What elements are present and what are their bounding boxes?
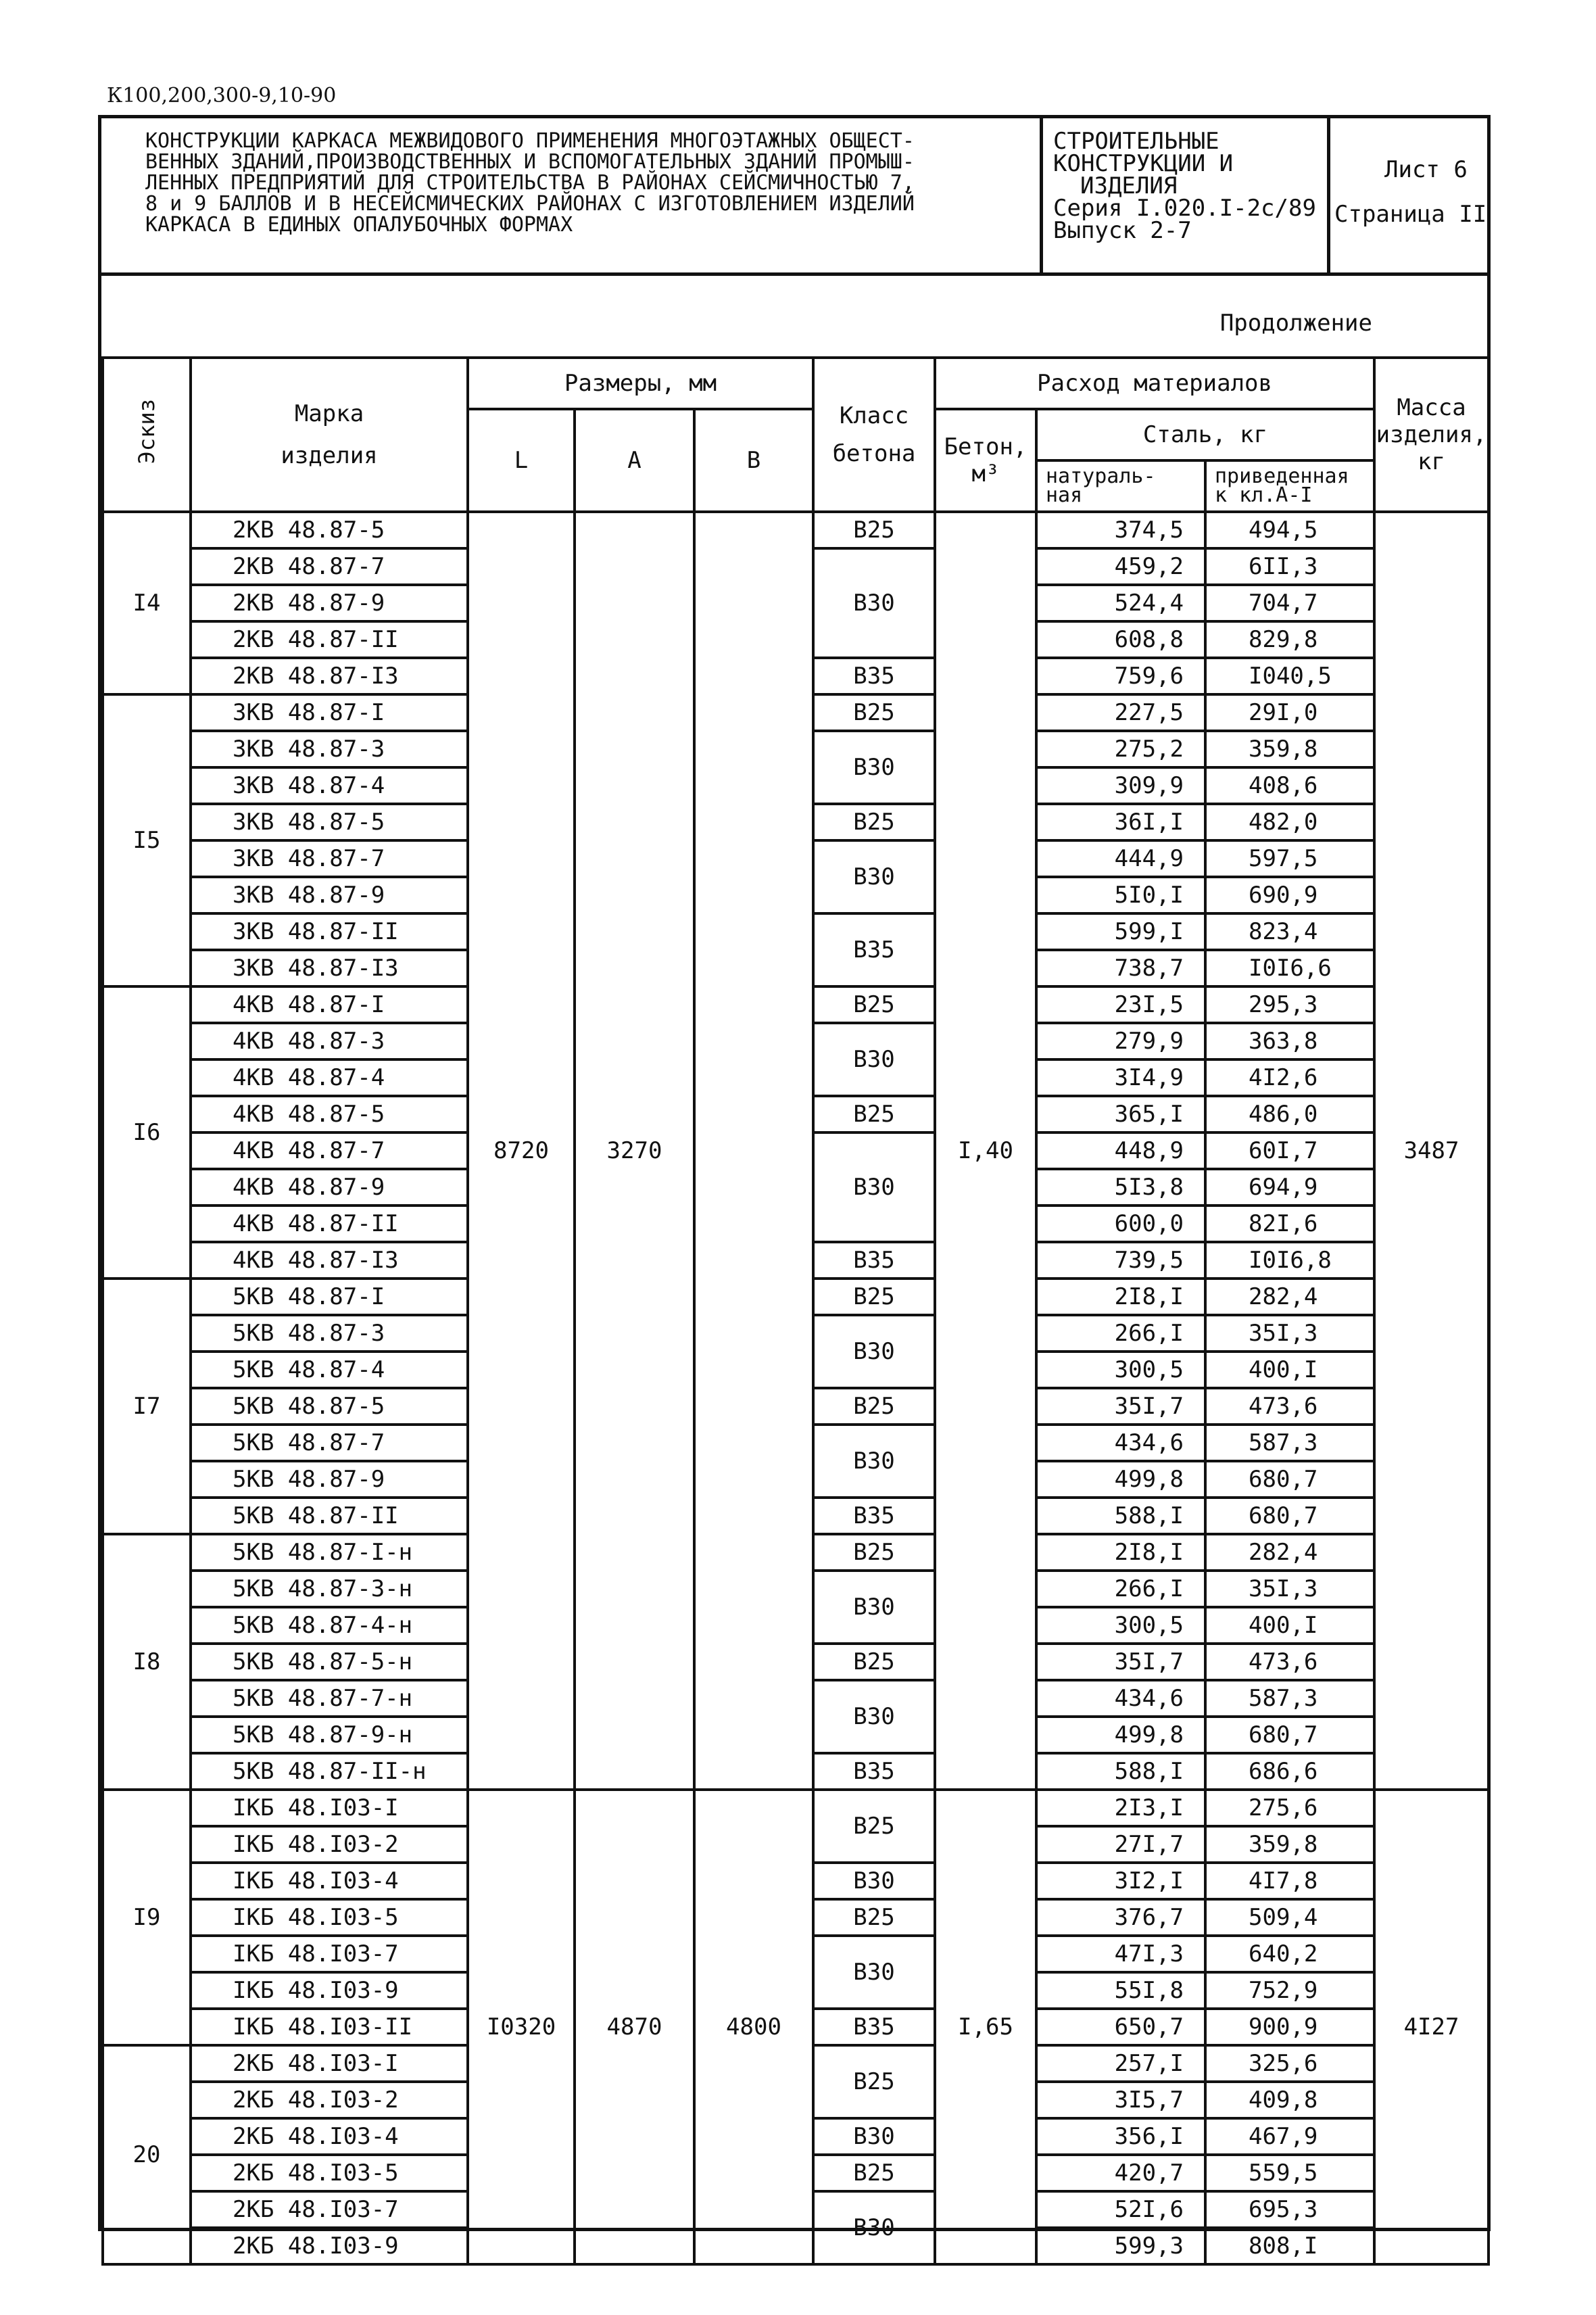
product-mark: 5КВ 48.87-II [191, 1498, 468, 1534]
steel-natural: 608,8 [1036, 621, 1205, 658]
steel-reduced: I0I6,6 [1205, 950, 1374, 986]
product-mark: 4КВ 48.87-4 [191, 1059, 468, 1096]
steel-natural: 279,9 [1036, 1023, 1205, 1059]
steel-natural: 739,5 [1036, 1242, 1205, 1279]
steel-reduced: 4I7,8 [1205, 1863, 1374, 1899]
concrete-class: В35 [813, 1753, 935, 1790]
steel-reduced: 400,I [1205, 1607, 1374, 1644]
steel-reduced: 486,0 [1205, 1096, 1374, 1132]
size-b [694, 512, 813, 1790]
product-mark: 2КВ 48.87-I3 [191, 658, 468, 694]
product-mark: 4КВ 48.87-9 [191, 1169, 468, 1206]
product-mark: 5КВ 48.87-5-н [191, 1644, 468, 1680]
product-mark: 5КВ 48.87-II-н [191, 1753, 468, 1790]
mass-header: Масса изделия, кг [1374, 358, 1489, 512]
continuation-label: Продолжение [1219, 310, 1372, 337]
steel-reduced: 467,9 [1205, 2118, 1374, 2155]
steel-reduced: 408,6 [1205, 767, 1374, 804]
steel-natural: 600,0 [1036, 1206, 1205, 1242]
title-line: 8 и 9 БАЛЛОВ И В НЕСЕЙСМИЧЕСКИХ РАЙОНАХ С ИЗГОТОВЛЕНИЕМ ИЗДЕЛИЙ [145, 192, 915, 216]
series-code: Серия I.020.I-2с/89 [1053, 195, 1316, 222]
product-mark: 2КВ 48.87-9 [191, 585, 468, 621]
product-mark: 5КВ 48.87-3-н [191, 1571, 468, 1607]
sheet-number: Лист 6 [1384, 156, 1468, 183]
size-l: I0320 [468, 1790, 575, 2264]
series-block [1043, 118, 1330, 272]
product-mark: 2КВ 48.87-II [191, 621, 468, 658]
title-line: КОНСТРУКЦИИ КАРКАСА МЕЖВИДОВОГО ПРИМЕНЕНИЯ МНОГОЭТАЖНЫХ ОБЩЕСТ- [145, 129, 915, 153]
steel-natural: 55I,8 [1036, 1972, 1205, 2009]
concrete-class: В25 [813, 1096, 935, 1132]
steel-reduced-header: приведенная к кл.А-I [1205, 460, 1374, 512]
steel-reduced: 559,5 [1205, 2155, 1374, 2191]
concrete-class: В25 [813, 986, 935, 1023]
product-mark: 5КВ 48.87-7 [191, 1425, 468, 1461]
steel-natural: 2I3,I [1036, 1790, 1205, 1826]
steel-natural: 300,5 [1036, 1352, 1205, 1388]
steel-natural: 599,3 [1036, 2228, 1205, 2264]
steel-natural: 650,7 [1036, 2009, 1205, 2045]
issue-number: Выпуск 2-7 [1053, 217, 1192, 244]
product-mark: 5КВ 48.87-3 [191, 1315, 468, 1352]
product-mark: IКБ 48.I03-7 [191, 1936, 468, 1972]
concrete-class: В30 [813, 1315, 935, 1388]
steel-natural: 2I8,I [1036, 1534, 1205, 1571]
product-mark: 3КВ 48.87-II [191, 913, 468, 950]
sheet-block [1330, 118, 1487, 272]
steel-reduced: 587,3 [1205, 1425, 1374, 1461]
sketch-number: I8 [103, 1534, 191, 1790]
concrete-class: В30 [813, 1571, 935, 1644]
product-mark: 2КБ 48.I03-7 [191, 2191, 468, 2228]
sketch-number: I6 [103, 986, 191, 1279]
product-mark: 3КВ 48.87-3 [191, 731, 468, 767]
concrete-class: В25 [813, 1644, 935, 1680]
steel-natural: 36I,I [1036, 804, 1205, 840]
steel-reduced: 282,4 [1205, 1279, 1374, 1315]
concrete-class-header: Класс бетона [813, 358, 935, 512]
sketch-header: Эскиз [103, 358, 191, 512]
sketch-number: I7 [103, 1279, 191, 1534]
steel-natural: 499,8 [1036, 1461, 1205, 1498]
steel-natural: 266,I [1036, 1571, 1205, 1607]
steel-reduced: 359,8 [1205, 731, 1374, 767]
steel-reduced: 82I,6 [1205, 1206, 1374, 1242]
steel-reduced: 295,3 [1205, 986, 1374, 1023]
steel-natural: 275,2 [1036, 731, 1205, 767]
sketch-number: I9 [103, 1790, 191, 2045]
product-mass: 4I27 [1374, 1790, 1489, 2264]
category-line: ИЗДЕЛИЯ [1080, 172, 1178, 199]
product-mark: 2КБ 48.I03-4 [191, 2118, 468, 2155]
steel-natural: 3I2,I [1036, 1863, 1205, 1899]
concrete-class: В25 [813, 1279, 935, 1315]
category-line: СТРОИТЕЛЬНЫЕ [1053, 128, 1219, 155]
concrete-class: В35 [813, 2009, 935, 2045]
concrete-class: В30 [813, 1863, 935, 1899]
product-mark: 4КВ 48.87-I [191, 986, 468, 1023]
size-b: 4800 [694, 1790, 813, 2264]
sketch-number: 20 [103, 2045, 191, 2264]
steel-natural: 524,4 [1036, 585, 1205, 621]
steel-natural: 35I,7 [1036, 1388, 1205, 1425]
concrete-class: В30 [813, 2118, 935, 2155]
sketch-number: I5 [103, 694, 191, 986]
steel-reduced: 363,8 [1205, 1023, 1374, 1059]
sketch-number: I4 [103, 512, 191, 694]
steel-reduced: 900,9 [1205, 2009, 1374, 2045]
steel-natural: 448,9 [1036, 1132, 1205, 1169]
steel-reduced: 829,8 [1205, 621, 1374, 658]
product-mark: IКБ 48.I03-9 [191, 1972, 468, 2009]
product-mark: 4КВ 48.87-3 [191, 1023, 468, 1059]
steel-natural: 35I,7 [1036, 1644, 1205, 1680]
size-l: 8720 [468, 512, 575, 1790]
steel-reduced: 587,3 [1205, 1680, 1374, 1717]
product-mark: 4КВ 48.87-I3 [191, 1242, 468, 1279]
steel-reduced: 494,5 [1205, 512, 1374, 548]
product-mass: 3487 [1374, 512, 1489, 1790]
size-a: 3270 [575, 512, 694, 1790]
steel-natural: 5I3,8 [1036, 1169, 1205, 1206]
concrete-class: В30 [813, 1425, 935, 1498]
steel-natural: 227,5 [1036, 694, 1205, 731]
steel-natural: 420,7 [1036, 2155, 1205, 2191]
steel-natural: 309,9 [1036, 767, 1205, 804]
steel-reduced: 680,7 [1205, 1461, 1374, 1498]
steel-reduced: 409,8 [1205, 2082, 1374, 2118]
steel-reduced: 473,6 [1205, 1644, 1374, 1680]
steel-natural: 444,9 [1036, 840, 1205, 877]
product-mark: 4КВ 48.87-II [191, 1206, 468, 1242]
steel-natural: 27I,7 [1036, 1826, 1205, 1863]
title-line: ВЕННЫХ ЗДАНИЙ,ПРОИЗВОДСТВЕННЫХ И ВСПОМОГАТЕЛЬНЫХ ЗДАНИЙ ПРОМЫШ- [145, 150, 915, 174]
steel-reduced: 473,6 [1205, 1388, 1374, 1425]
a-header: A [575, 409, 694, 512]
product-mark: 2КБ 48.I03-9 [191, 2228, 468, 2264]
concrete-class: В30 [813, 1936, 935, 2009]
steel-natural: 434,6 [1036, 1425, 1205, 1461]
concrete-class: В30 [813, 731, 935, 804]
product-mark: 2КВ 48.87-7 [191, 548, 468, 585]
concrete-class: В35 [813, 913, 935, 986]
concrete-class: В30 [813, 1680, 935, 1753]
product-mark: 3КВ 48.87-9 [191, 877, 468, 913]
product-mark: 5КВ 48.87-7-н [191, 1680, 468, 1717]
steel-reduced: 60I,7 [1205, 1132, 1374, 1169]
product-mark: IКБ 48.I03-5 [191, 1899, 468, 1936]
concrete-class: В35 [813, 658, 935, 694]
concrete-class: В25 [813, 694, 935, 731]
concrete-class: В25 [813, 1388, 935, 1425]
product-mark: IКБ 48.I03-I [191, 1790, 468, 1826]
steel-natural: 52I,6 [1036, 2191, 1205, 2228]
concrete-class: В30 [813, 548, 935, 658]
steel-natural: 47I,3 [1036, 1936, 1205, 1972]
product-mark: 3КВ 48.87-4 [191, 767, 468, 804]
product-mark: 2КБ 48.I03-I [191, 2045, 468, 2082]
page-number: Страница II [1334, 201, 1487, 228]
concrete-class: В25 [813, 1790, 935, 1863]
steel-reduced: 400,I [1205, 1352, 1374, 1388]
title-line: ЛЕННЫХ ПРЕДПРИЯТИЙ ДЛЯ СТРОИТЕЛЬСТВА В РАЙОНАХ СЕЙСМИЧНОСТЬЮ 7, [145, 171, 915, 195]
steel-reduced: 680,7 [1205, 1717, 1374, 1753]
title-line: КАРКАСА В ЕДИНЫХ ОПАЛУБОЧНЫХ ФОРМАХ [145, 213, 573, 237]
table-row [103, 1790, 1489, 1826]
concrete-class: В30 [813, 2191, 935, 2264]
steel-reduced: 597,5 [1205, 840, 1374, 877]
steel-natural: 376,7 [1036, 1899, 1205, 1936]
b-header: B [694, 409, 813, 512]
concrete-class: В35 [813, 1498, 935, 1534]
concrete-class: В25 [813, 512, 935, 548]
steel-reduced: 823,4 [1205, 913, 1374, 950]
product-mark: 5КВ 48.87-9 [191, 1461, 468, 1498]
steel-natural: 5I0,I [1036, 877, 1205, 913]
steel-reduced: 640,2 [1205, 1936, 1374, 1972]
steel-reduced: 275,6 [1205, 1790, 1374, 1826]
product-mark: 4КВ 48.87-5 [191, 1096, 468, 1132]
document-code: К100,200,300-9,10-90 [107, 84, 337, 108]
product-mark: 4КВ 48.87-7 [191, 1132, 468, 1169]
product-mark: 3КВ 48.87-I3 [191, 950, 468, 986]
steel-natural: 356,I [1036, 2118, 1205, 2155]
concrete-class: В25 [813, 2045, 935, 2118]
product-mark: 5КВ 48.87-I-н [191, 1534, 468, 1571]
product-mark: IКБ 48.I03-4 [191, 1863, 468, 1899]
product-mark: 5КВ 48.87-9-н [191, 1717, 468, 1753]
concrete-volume-header: Бетон, м³ [935, 409, 1036, 512]
product-mark: 3КВ 48.87-5 [191, 804, 468, 840]
steel-natural: 588,I [1036, 1753, 1205, 1790]
steel-natural: 3I5,7 [1036, 2082, 1205, 2118]
steel-natural: 434,6 [1036, 1680, 1205, 1717]
steel-reduced: 808,I [1205, 2228, 1374, 2264]
steel-reduced: 35I,3 [1205, 1571, 1374, 1607]
concrete-class: В25 [813, 1534, 935, 1571]
concrete-class: В25 [813, 1899, 935, 1936]
steel-reduced: 752,9 [1205, 1972, 1374, 2009]
concrete-class: В25 [813, 2155, 935, 2191]
product-mark: 5КВ 48.87-4-н [191, 1607, 468, 1644]
materials-header: Расход материалов [935, 358, 1374, 409]
concrete-volume: I,40 [935, 512, 1036, 1790]
concrete-class: В30 [813, 840, 935, 913]
product-mark: 2КБ 48.I03-2 [191, 2082, 468, 2118]
table-row [103, 512, 1489, 548]
steel-reduced: 694,9 [1205, 1169, 1374, 1206]
product-mark: 2КВ 48.87-5 [191, 512, 468, 548]
product-mark: 5КВ 48.87-I [191, 1279, 468, 1315]
steel-natural: 23I,5 [1036, 986, 1205, 1023]
steel-reduced: 680,7 [1205, 1498, 1374, 1534]
concrete-class: В30 [813, 1023, 935, 1096]
product-mark: IКБ 48.I03-II [191, 2009, 468, 2045]
header-divider [101, 272, 1487, 276]
sizes-header: Размеры, мм [468, 358, 813, 409]
steel-reduced: 686,6 [1205, 1753, 1374, 1790]
steel-natural: 759,6 [1036, 658, 1205, 694]
steel-natural: 300,5 [1036, 1607, 1205, 1644]
steel-natural: 2I8,I [1036, 1279, 1205, 1315]
concrete-class: В35 [813, 1242, 935, 1279]
steel-reduced: 6II,3 [1205, 548, 1374, 585]
steel-reduced: I0I6,8 [1205, 1242, 1374, 1279]
steel-reduced: 29I,0 [1205, 694, 1374, 731]
steel-reduced: 690,9 [1205, 877, 1374, 913]
steel-natural: 365,I [1036, 1096, 1205, 1132]
product-mark: 5КВ 48.87-5 [191, 1388, 468, 1425]
steel-natural-header: натураль- ная [1036, 460, 1205, 512]
steel-natural: 738,7 [1036, 950, 1205, 986]
steel-reduced: 325,6 [1205, 2045, 1374, 2082]
product-mark: 3КВ 48.87-7 [191, 840, 468, 877]
steel-natural: 599,I [1036, 913, 1205, 950]
product-mark: 2КБ 48.I03-5 [191, 2155, 468, 2191]
steel-natural: 499,8 [1036, 1717, 1205, 1753]
steel-header: Сталь, кг [1036, 409, 1374, 460]
length-header: L [468, 409, 575, 512]
steel-reduced: 4I2,6 [1205, 1059, 1374, 1096]
product-mark: 3КВ 48.87-I [191, 694, 468, 731]
steel-reduced: 359,8 [1205, 1826, 1374, 1863]
product-mark: 5КВ 48.87-4 [191, 1352, 468, 1388]
steel-natural: 588,I [1036, 1498, 1205, 1534]
materials-table [101, 356, 1490, 2266]
steel-reduced: I040,5 [1205, 658, 1374, 694]
steel-natural: 3I4,9 [1036, 1059, 1205, 1096]
steel-natural: 459,2 [1036, 548, 1205, 585]
category-line: КОНСТРУКЦИИ И [1053, 150, 1234, 177]
drawing-frame [98, 115, 1491, 2260]
concrete-class: В25 [813, 804, 935, 840]
steel-natural: 257,I [1036, 2045, 1205, 2082]
concrete-class: В30 [813, 1132, 935, 1242]
steel-natural: 266,I [1036, 1315, 1205, 1352]
product-mark: IКБ 48.I03-2 [191, 1826, 468, 1863]
steel-reduced: 695,3 [1205, 2191, 1374, 2228]
steel-reduced: 482,0 [1205, 804, 1374, 840]
steel-natural: 374,5 [1036, 512, 1205, 548]
mark-header: Марка изделия [191, 358, 468, 512]
title-block [101, 118, 1043, 272]
steel-reduced: 509,4 [1205, 1899, 1374, 1936]
concrete-volume: I,65 [935, 1790, 1036, 2264]
steel-reduced: 704,7 [1205, 585, 1374, 621]
size-a: 4870 [575, 1790, 694, 2264]
steel-reduced: 282,4 [1205, 1534, 1374, 1571]
steel-reduced: 35I,3 [1205, 1315, 1374, 1352]
